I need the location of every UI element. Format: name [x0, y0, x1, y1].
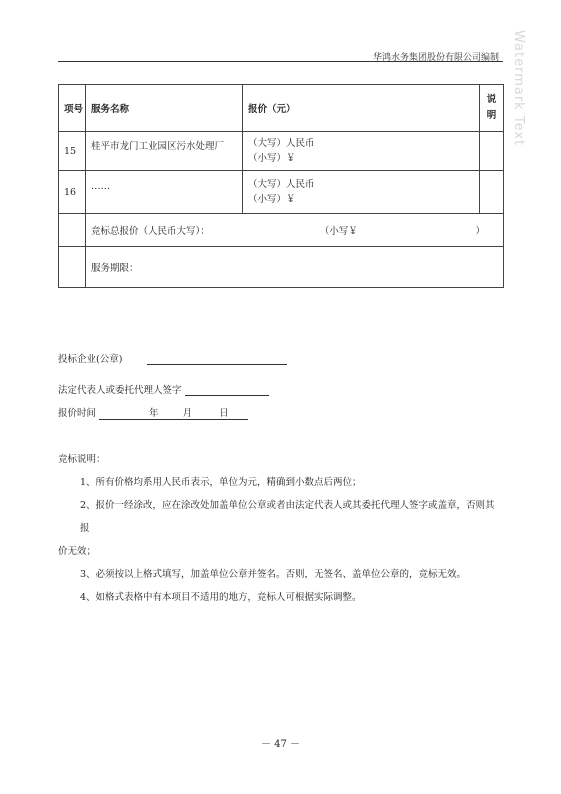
total-close: ）	[475, 226, 485, 237]
row-service-name: 桂平市龙门工业园区污水处理厂	[86, 132, 243, 171]
year-blank[interactable]	[99, 419, 149, 420]
total-row	[59, 214, 504, 247]
header-org: 华鸿水务集团股份有限公司编制	[372, 53, 499, 63]
quote-table	[58, 84, 504, 288]
price-upper: （大写）人民币	[248, 179, 315, 190]
header-index: 项号	[59, 85, 86, 132]
quote-time-line	[58, 405, 248, 420]
row-price	[243, 132, 480, 171]
notes-title: 竞标说明：	[58, 454, 106, 465]
price-upper: （大写）人民币	[248, 138, 315, 149]
price-lower: （小写）￥	[248, 153, 296, 164]
note-item-continued: 价无效；	[58, 546, 97, 557]
row-remark	[480, 171, 504, 214]
page-number: － 47 －	[260, 739, 301, 750]
note-item: 1、所有价格均系用人民币表示，单位为元，精确到小数点后两位；	[80, 477, 362, 488]
representative-line	[58, 382, 269, 396]
table-row	[59, 132, 504, 171]
row-index: 16	[59, 171, 86, 214]
note-item: 3、必须按以上格式填写，加盖单位公章并签名。否则，无签名、盖单位公章的，竞标无效。	[80, 569, 467, 580]
header-remark	[480, 85, 504, 132]
bidder-blank[interactable]	[147, 364, 287, 365]
header-divider	[58, 61, 503, 62]
row-service-name: ……	[86, 171, 243, 214]
year-label: 年	[149, 408, 159, 419]
day-label: 日	[219, 408, 229, 419]
note-item: 2、报价一经涂改，应在涂改处加盖单位公章或者由法定代表人或其委托代理人签字或盖章，否则其报	[80, 500, 495, 534]
total-lower: （小写￥	[319, 226, 358, 237]
total-cell	[86, 214, 504, 247]
bidder-line	[58, 351, 287, 365]
bid-notes	[58, 448, 504, 609]
note-item: 4、如格式表格中有本项目不适用的地方，竞标人可根据实际调整。	[80, 592, 362, 603]
watermark: Watermark Text	[511, 30, 526, 147]
representative-label: 法定代表人或委托代理人签字	[58, 385, 182, 396]
service-period: 服务期限：	[86, 247, 504, 288]
month-label: 月	[182, 408, 193, 419]
representative-blank[interactable]	[185, 395, 269, 396]
row-price	[243, 171, 480, 214]
price-lower: （小写）￥	[248, 194, 296, 205]
table-header-row	[59, 85, 504, 132]
quote-time-label: 报价时间	[58, 408, 97, 419]
bidder-label: 投标企业(公章)	[58, 354, 123, 365]
month-blank[interactable]	[158, 419, 183, 420]
day-trailing-blank	[228, 419, 248, 420]
day-blank[interactable]	[191, 419, 219, 420]
total-label: 竞标总报价（人民币大写）：	[91, 226, 210, 237]
header-service: 服务名称	[86, 85, 243, 132]
row-remark	[480, 132, 504, 171]
header-price: 报价（元）	[243, 85, 480, 132]
table-row	[59, 171, 504, 214]
header-remark-text: 说 明	[486, 94, 497, 121]
period-row	[59, 247, 504, 288]
row-index: 15	[59, 132, 86, 171]
